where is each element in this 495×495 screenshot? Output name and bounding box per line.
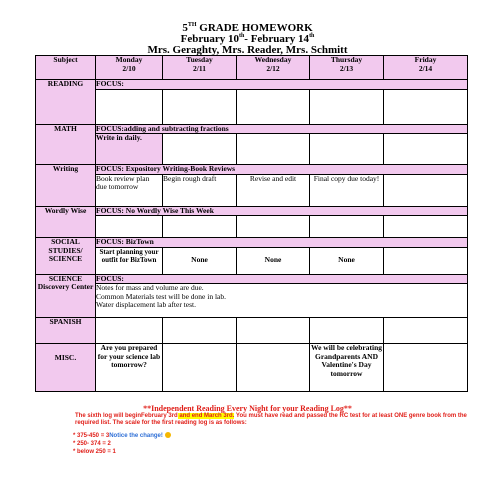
social-wednesday: None — [237, 247, 310, 274]
spanish-wednesday — [237, 318, 310, 344]
focus-science: FOCUS: — [96, 274, 468, 284]
science-notes — [96, 284, 468, 318]
misc-thursday: We will be celebrating Grandparents AND Valentine's Day tomorrow — [310, 344, 384, 392]
date-start: February 10 — [180, 33, 239, 45]
reading-monday — [96, 89, 163, 124]
day-name: Tuesday — [186, 55, 213, 64]
day-name: Thursday — [330, 55, 363, 64]
day-wednesday — [237, 56, 310, 80]
log-end-date-highlight: and end March 3rd. — [177, 413, 235, 419]
misc-tuesday — [163, 344, 237, 392]
subject-spanish: SPANISH — [36, 318, 96, 344]
smiley-icon — [165, 432, 171, 438]
social-monday: Start planning your outfit for BizTown — [96, 247, 163, 274]
day-friday — [384, 56, 468, 80]
focus-writing: FOCUS: Expository Writing-Book Reviews — [96, 165, 468, 175]
day-name: Friday — [414, 55, 437, 64]
subject-wordly-wise: Wordly Wise — [36, 206, 96, 238]
day-date: 2/12 — [266, 63, 280, 73]
writing-friday — [384, 174, 468, 206]
scale-item — [73, 432, 473, 440]
scale-item: * 250- 374 = 2 — [73, 441, 111, 447]
focus-wordly-wise: FOCUS: No Wordly Wise This Week — [96, 206, 468, 216]
day-name: Monday — [115, 55, 143, 64]
science-note: Water displacement lab after test. — [96, 300, 196, 309]
wordly-wednesday — [237, 216, 310, 238]
math-thursday — [310, 134, 384, 165]
subject-math: MATH — [36, 124, 96, 165]
wordly-tuesday — [163, 216, 237, 238]
social-thursday: None — [310, 247, 384, 274]
day-date: 2/14 — [418, 63, 433, 73]
homework-table — [35, 55, 468, 392]
misc-friday — [384, 344, 468, 392]
subject-social-studies: SOCIAL STUDIES/ SCIENCE — [36, 238, 96, 275]
writing-monday: Book review plan due tomorrow — [96, 174, 163, 206]
subject-writing: Writing — [36, 165, 96, 207]
wordly-monday — [96, 216, 163, 238]
science-note: Notes for mass and volume are due. — [96, 283, 204, 292]
reading-log-scale — [73, 432, 473, 456]
subject-reading: READING — [36, 80, 96, 125]
day-monday — [96, 56, 163, 80]
day-thursday — [310, 56, 384, 80]
writing-tuesday: Begin rough draft — [163, 174, 237, 206]
scale-item: * below 250 = 1 — [73, 449, 116, 455]
title-sup: TH — [187, 22, 197, 28]
focus-social-studies: FOCUS: BizTown — [96, 238, 468, 248]
wordly-friday — [384, 216, 468, 238]
science-note: Common Materials test will be done in lab. — [96, 291, 226, 301]
log-text-sup: rd — [171, 413, 178, 419]
math-wednesday — [237, 134, 310, 165]
scale-note: Notice the change! — [109, 433, 163, 439]
reading-log-details — [75, 413, 475, 427]
math-tuesday — [163, 134, 237, 165]
reading-wednesday — [237, 89, 310, 124]
focus-math: FOCUS:adding and subtracting fractions — [96, 124, 468, 134]
spanish-monday — [96, 318, 163, 344]
log-text-start: The sixth log will beginFebruary 3 — [75, 413, 172, 419]
date-end: - February 14 — [244, 33, 310, 45]
reading-thursday — [310, 89, 384, 124]
spanish-friday — [384, 318, 468, 344]
writing-thursday: Final copy due today! — [310, 174, 384, 206]
reading-tuesday — [163, 89, 237, 124]
math-monday: Write in daily. — [96, 134, 163, 165]
subject-header: Subject — [36, 56, 96, 80]
day-date: 2/10 — [122, 63, 136, 73]
day-date: 2/11 — [193, 63, 206, 73]
day-name: Wednesday — [254, 55, 292, 64]
date-end-sup: th — [309, 33, 315, 39]
writing-wednesday: Revise and edit — [237, 174, 310, 206]
log-text-rest: You must have read and passed the RC test for at least ONE genre book from the required list. The scale for the first reading log is as follows: — [75, 413, 467, 426]
date-start-sup: th — [238, 33, 245, 39]
subject-science-discovery: SCIENCE Discovery Center — [36, 274, 96, 318]
reading-log-banner: **Independent Reading Every Night for your Reading Log** — [143, 404, 352, 413]
spanish-tuesday — [163, 318, 237, 344]
day-tuesday — [163, 56, 237, 80]
title-grade: 5 — [182, 22, 188, 34]
misc-wednesday — [237, 344, 310, 392]
subject-misc: MISC. — [36, 344, 96, 392]
math-friday — [384, 134, 468, 165]
scale-value: * 375-450 = 3 — [73, 433, 110, 439]
social-friday — [384, 247, 468, 274]
teachers: Mrs. Geraghty, Mrs. Reader, Mrs. Schmitt — [147, 44, 348, 56]
title-rest: GRADE HOMEWORK — [196, 22, 313, 34]
day-date: 2/13 — [339, 63, 354, 73]
header-row — [36, 56, 468, 80]
wordly-thursday — [310, 216, 384, 238]
misc-monday: Are you prepared for your science lab tomorrow? — [96, 344, 163, 392]
spanish-thursday — [310, 318, 384, 344]
reading-friday — [384, 89, 468, 124]
social-tuesday: None — [163, 247, 237, 274]
focus-reading: FOCUS: — [96, 80, 468, 90]
